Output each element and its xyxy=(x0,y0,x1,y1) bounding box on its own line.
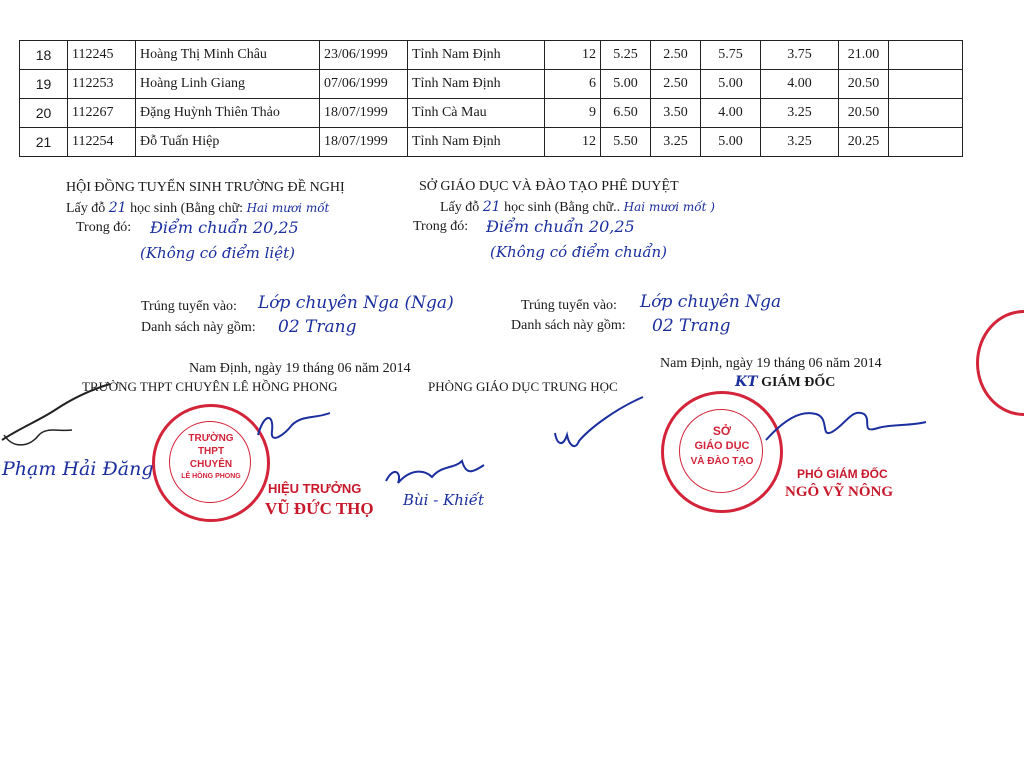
table-body xyxy=(20,41,963,157)
right-diem-chuan: Điểm chuẩn 20,25 xyxy=(486,217,635,236)
school-seal-line-1: TRƯỜNG xyxy=(188,433,234,444)
left-lay-do-mid: học sinh (Bằng chữ: xyxy=(130,201,244,216)
department-seal-line-3: VÀ ĐÀO TẠO xyxy=(690,456,754,467)
cell-name: Đỗ Tuấn Hiệp xyxy=(136,128,320,157)
cell-col6: 12 xyxy=(545,128,601,157)
right-heading: SỞ GIÁO DỤC VÀ ĐÀO TẠO PHÊ DUYỆT xyxy=(419,179,679,194)
cell-stt: 18 xyxy=(20,41,68,70)
left-handwritten-name: Phạm Hải Đăng xyxy=(2,458,154,480)
cell-col9: 5.75 xyxy=(701,41,761,70)
left-danh-sach-label: Danh sách này gồm: xyxy=(141,320,256,335)
cell-stt: 21 xyxy=(20,128,68,157)
cell-place: Tỉnh Nam Định xyxy=(408,41,545,70)
cell-col7: 5.50 xyxy=(601,128,651,157)
table-row xyxy=(20,41,963,70)
cell-col10: 3.25 xyxy=(761,128,839,157)
cell-col8: 2.50 xyxy=(651,70,701,99)
right-date: Nam Định, ngày 19 tháng 06 năm 2014 xyxy=(660,356,882,371)
right-giam-doc: GIÁM ĐỐC xyxy=(761,375,836,390)
cell-total: 20.25 xyxy=(839,128,889,157)
right-trung-tuyen-value: Lớp chuyên Nga xyxy=(640,292,782,312)
school-seal-line-3: CHUYÊN xyxy=(189,459,233,470)
cell-blank xyxy=(889,70,963,99)
right-lay-do-mid: học sinh (Bằng chữ.. xyxy=(504,200,621,215)
cell-place: Tỉnh Nam Định xyxy=(408,128,545,157)
left-sign-name: VŨ ĐỨC THỌ xyxy=(265,499,374,518)
left-trong-do-label: Trong đó: xyxy=(76,220,132,235)
cell-col7: 5.25 xyxy=(601,41,651,70)
cell-col8: 3.25 xyxy=(651,128,701,157)
right-trung-tuyen-label: Trúng tuyển vào: xyxy=(521,298,617,313)
middle-heading: PHÒNG GIÁO DỤC TRUNG HỌC xyxy=(428,379,618,394)
left-signature-stroke xyxy=(0,380,130,460)
table-row xyxy=(20,99,963,128)
right-kt: KT xyxy=(735,374,758,390)
school-seal-line-2: THPT xyxy=(197,446,225,457)
right-lay-do-prefix: Lấy đỗ xyxy=(440,200,480,215)
cell-col6: 6 xyxy=(545,70,601,99)
cell-col10: 4.00 xyxy=(761,70,839,99)
cell-col8: 3.50 xyxy=(651,99,701,128)
score-table xyxy=(19,40,963,157)
right-lay-do-words: Hai mươi mốt ) xyxy=(623,200,715,214)
cell-col6: 12 xyxy=(545,41,601,70)
right-khong-co: (Không có điểm chuẩn) xyxy=(490,243,668,261)
school-signature-stroke xyxy=(250,405,340,455)
cell-id: 112267 xyxy=(68,99,136,128)
cell-id: 112253 xyxy=(68,70,136,99)
cell-name: Hoàng Thị Minh Châu xyxy=(136,41,320,70)
cell-col7: 5.00 xyxy=(601,70,651,99)
left-diem-chuan: Điểm chuẩn 20,25 xyxy=(150,218,299,237)
department-seal-line-2: GIÁO DỤC xyxy=(694,440,750,452)
cell-dob: 18/07/1999 xyxy=(320,128,408,157)
cell-dob: 07/06/1999 xyxy=(320,70,408,99)
cell-col9: 5.00 xyxy=(701,128,761,157)
left-lay-do-words: Hai mươi mốt xyxy=(246,201,330,215)
cell-col10: 3.25 xyxy=(761,99,839,128)
cell-id: 112245 xyxy=(68,41,136,70)
cell-blank xyxy=(889,41,963,70)
department-signature-stroke xyxy=(760,400,930,460)
left-danh-sach-value: 02 Trang xyxy=(278,317,357,337)
cell-name: Đặng Huỳnh Thiên Thảo xyxy=(136,99,320,128)
partial-seal-edge xyxy=(976,310,1024,416)
cell-dob: 18/07/1999 xyxy=(320,99,408,128)
cell-col7: 6.50 xyxy=(601,99,651,128)
cell-col8: 2.50 xyxy=(651,41,701,70)
left-trung-tuyen-value: Lớp chuyên Nga (Nga) xyxy=(258,293,454,313)
middle-handwritten-name: Bùi - Khiết xyxy=(403,491,485,509)
left-sign-title: HIỆU TRƯỞNG xyxy=(268,481,362,496)
left-school: TRƯỜNG THPT CHUYÊN LÊ HỒNG PHONG xyxy=(82,379,338,394)
cell-col9: 5.00 xyxy=(701,70,761,99)
left-lay-do-prefix: Lấy đỗ xyxy=(66,201,106,216)
left-lay-do xyxy=(66,200,329,217)
right-danh-sach-value: 02 Trang xyxy=(652,316,731,336)
cell-blank xyxy=(889,128,963,157)
table-row xyxy=(20,70,963,99)
cell-stt: 20 xyxy=(20,99,68,128)
cell-total: 21.00 xyxy=(839,41,889,70)
cell-place: Tỉnh Cà Mau xyxy=(408,99,545,128)
cell-col9: 4.00 xyxy=(701,99,761,128)
cell-blank xyxy=(889,99,963,128)
left-khong-co: (Không có điểm liệt) xyxy=(140,244,295,262)
cell-total: 20.50 xyxy=(839,99,889,128)
right-lay-do xyxy=(440,199,715,216)
right-sign-title: PHÓ GIÁM ĐỐC xyxy=(797,467,888,481)
cell-total: 20.50 xyxy=(839,70,889,99)
school-seal-line-4: LÊ HỒNG PHONG xyxy=(181,473,241,480)
cell-place: Tỉnh Nam Định xyxy=(408,70,545,99)
right-danh-sach-label: Danh sách này gồm: xyxy=(511,318,626,333)
left-heading: HỘI ĐỒNG TUYỂN SINH TRƯỜNG ĐỀ NGHỊ xyxy=(66,180,345,195)
left-lay-do-count: 21 xyxy=(108,200,127,216)
right-sign-name: NGÔ VỸ NÔNG xyxy=(785,484,894,500)
middle-signature-stroke xyxy=(380,455,490,495)
middle-initial-stroke xyxy=(545,395,655,465)
department-seal-line-1: SỞ xyxy=(712,424,732,438)
cell-col10: 3.75 xyxy=(761,41,839,70)
left-trung-tuyen-label: Trúng tuyển vào: xyxy=(141,299,237,314)
right-lay-do-count: 21 xyxy=(482,199,501,215)
left-date: Nam Định, ngày 19 tháng 06 năm 2014 xyxy=(189,361,411,376)
cell-dob: 23/06/1999 xyxy=(320,41,408,70)
cell-stt: 19 xyxy=(20,70,68,99)
cell-name: Hoàng Linh Giang xyxy=(136,70,320,99)
cell-id: 112254 xyxy=(68,128,136,157)
cell-col6: 9 xyxy=(545,99,601,128)
right-kt-line xyxy=(735,374,835,391)
right-trong-do-label: Trong đó: xyxy=(413,219,469,234)
table-row xyxy=(20,128,963,157)
